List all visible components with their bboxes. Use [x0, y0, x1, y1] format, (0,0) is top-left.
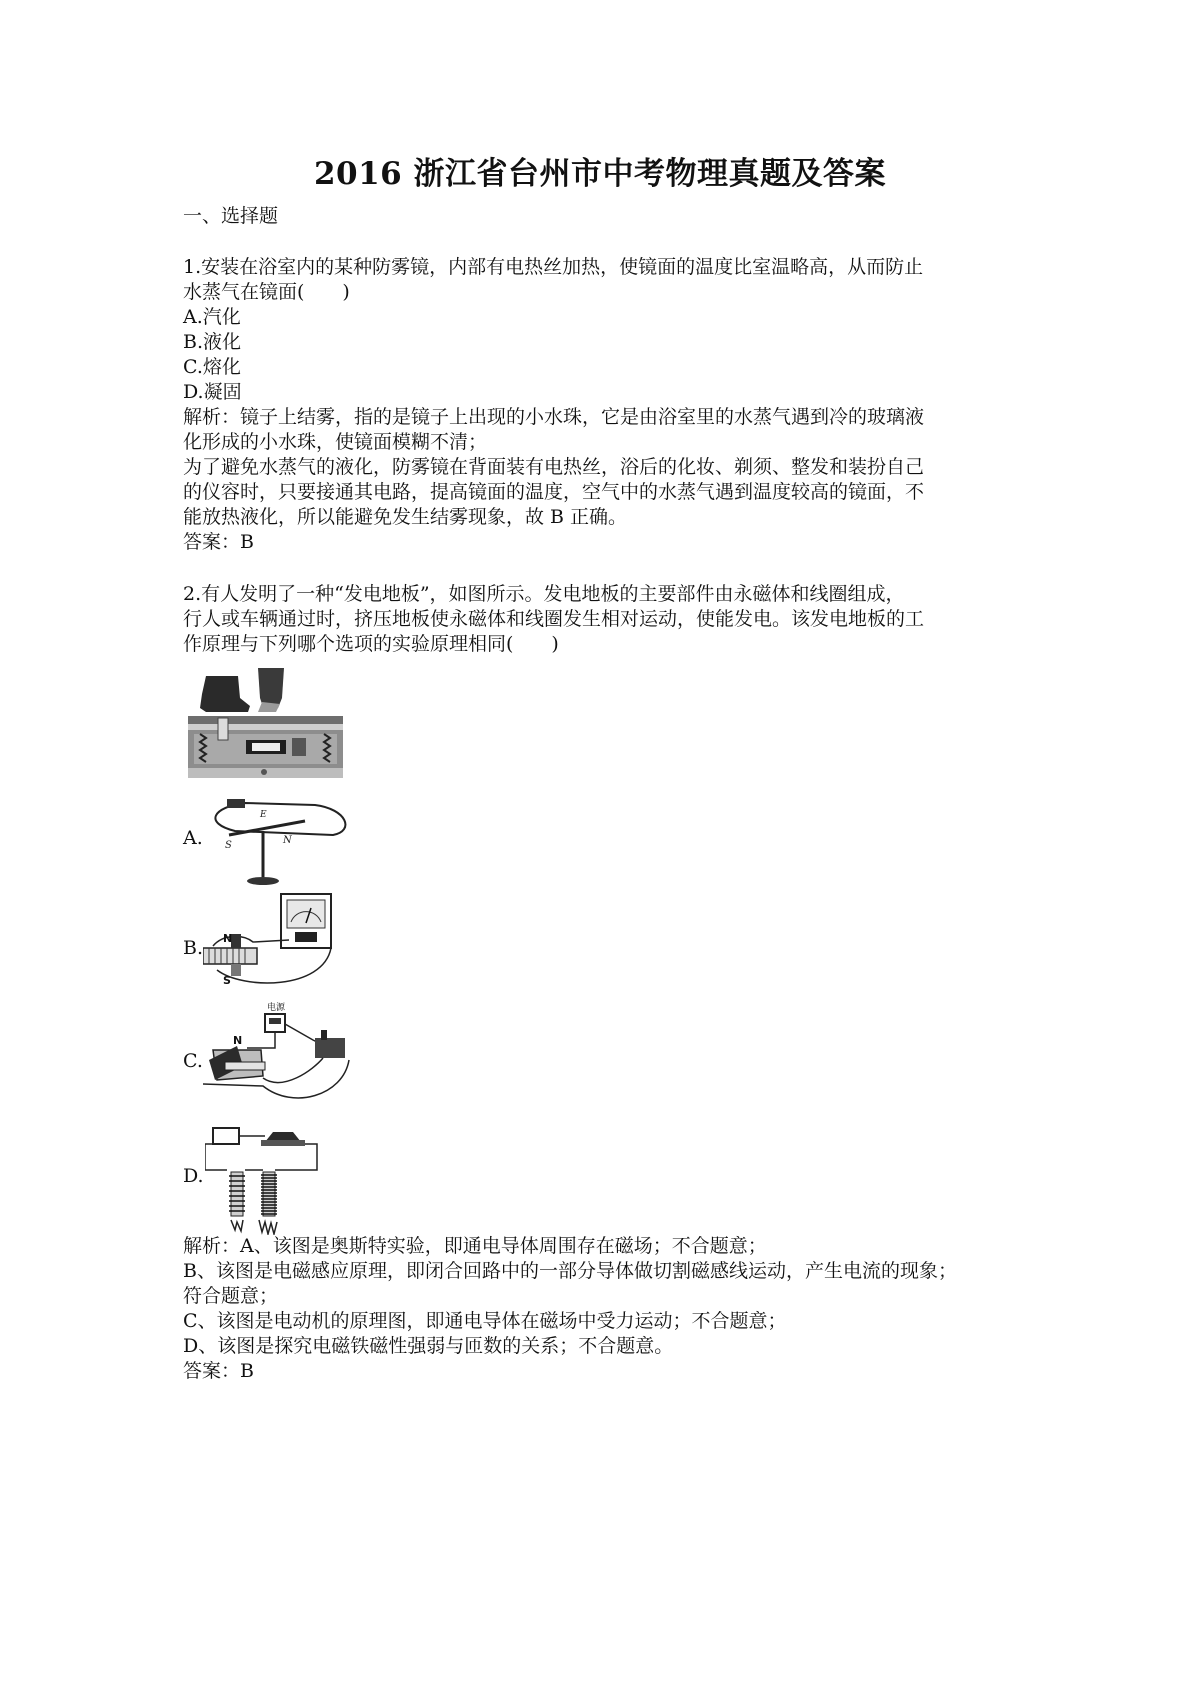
- fig-a-n-label: N: [283, 835, 292, 846]
- q2-analysis-line: B、该图是电磁感应原理，即闭合回路中的一部分导体做切割磁感线运动，产生电流的现象；: [183, 1260, 957, 1282]
- q1-analysis-line: 化形成的小水珠，使镜面模糊不清；: [183, 431, 488, 453]
- fig-a-s-label: S: [225, 840, 232, 851]
- q1-option-a: A.汽化: [183, 306, 241, 328]
- page-title: 2016 浙江省台州市中考物理真题及答案: [313, 156, 887, 192]
- q1-analysis-line: 解析：镜子上结雾，指的是镜子上出现的小水珠，它是由浴室里的水蒸气遇到冷的玻璃液: [183, 406, 925, 428]
- floor-generator-figure: [188, 668, 343, 780]
- svg-text:E: E: [260, 810, 267, 820]
- q2-stem-line: 2.有人发明了一种“发电地板”，如图所示。发电地板的主要部件由永磁体和线圈组成，: [183, 583, 905, 605]
- q2-option-d-label: D.: [183, 1165, 204, 1187]
- fig-c-power-label: 电源: [267, 1003, 286, 1013]
- motor-principle-figure: [203, 1000, 368, 1110]
- q2-stem-line: 行人或车辆通过时，挤压地板使永磁体和线圈发生相对运动，使能发电。该发电地板的工: [183, 608, 925, 630]
- q1-analysis-line: 能放热液化，所以能避免发生结雾现象，故 B 正确。: [183, 506, 628, 528]
- q1-analysis-line: 为了避免水蒸气的液化，防雾镜在背面装有电热丝，浴后的化妆、剃须、整发和装扮自己: [183, 456, 925, 478]
- q2-option-b-label: B.: [183, 937, 204, 959]
- oersted-experiment-figure: [205, 795, 350, 895]
- q2-analysis-line: C、该图是电动机的原理图，即通电导体在磁场中受力运动；不合题意；: [183, 1310, 787, 1332]
- q2-analysis-line: D、该图是探究电磁铁磁性强弱与匝数的关系；不合题意。: [183, 1335, 674, 1357]
- q2-option-c-label: C.: [183, 1050, 203, 1072]
- q2-stem-line: 作原理与下列哪个选项的实验原理相同( ): [183, 633, 559, 655]
- q1-stem-line: 1.安装在浴室内的某种防雾镜，内部有电热丝加热，使镜面的温度比室温略高，从而防止: [183, 256, 924, 278]
- q2-analysis-line: 解析：A、该图是奥斯特实验，即通电导体周围存在磁场；不合题意；: [183, 1235, 767, 1257]
- fig-c-n-label: N: [233, 1034, 243, 1047]
- q2-analysis-line: 符合题意；: [183, 1285, 279, 1307]
- q1-analysis-line: 的仪容时，只要接通其电路，提高镜面的温度，空气中的水蒸气遇到温度较高的镜面，不: [183, 481, 925, 503]
- q1-option-d: D.凝固: [183, 381, 242, 403]
- q2-option-a-label: A.: [183, 827, 203, 849]
- fig-b-s-label: S: [223, 974, 231, 987]
- fig-b-n-label: N: [223, 932, 233, 945]
- electromagnetic-induction-figure: [203, 890, 353, 995]
- section-heading: 一、选择题: [183, 205, 279, 227]
- q1-answer: 答案：B: [183, 531, 254, 553]
- q1-option-c: C.熔化: [183, 356, 241, 378]
- q1-stem-line: 水蒸气在镜面( ): [183, 281, 350, 303]
- q1-option-b: B.液化: [183, 331, 242, 353]
- q2-answer: 答案：B: [183, 1360, 254, 1382]
- electromagnet-turns-figure: [205, 1120, 355, 1235]
